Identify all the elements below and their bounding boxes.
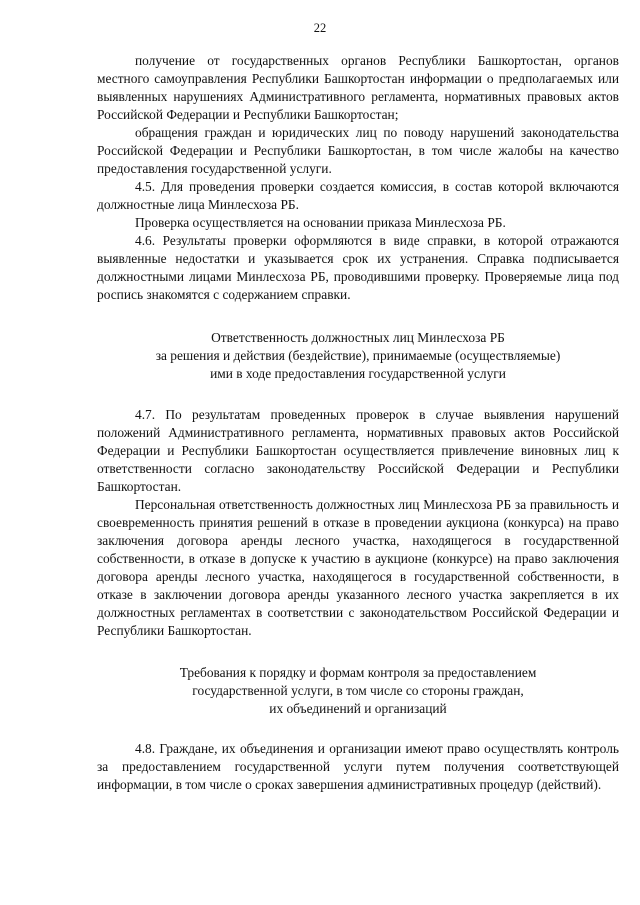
heading-line: ими в ходе предоставления государственной услуги <box>210 366 506 381</box>
paragraph: 4.8. Граждане, их объединения и организации имеют право осуществлять контроль за предоставлением государственной услуги путем получения соответствующей информации, в том числе о сроках завершения административных процедур (действий). <box>97 741 619 792</box>
heading-line: государственной услуги, в том числе со стороны граждан, <box>192 683 524 698</box>
heading-line: Требования к порядку и формам контроля за предоставлением <box>179 665 537 680</box>
paragraph: Персональная ответственность должностных лиц Минлесхоза РБ за правильность и своевременность принятия решений в отказе в проведении аукциона (конкурса) на право заключения договора аренды лесного участка, находящегося в государственной собственности, в отказе в допуске к участию в аукционе (конкурсе) на право заключения договора аренды лесного участка, находящегося в государственной собственности, в отказе в заключении договора аренды указанного лесного участка закрепляется в их должностных регламентах в соответствии с законодательством Российской Федерации и Республики Башкортостан. <box>97 497 619 638</box>
section-heading-responsibility <box>97 329 619 383</box>
paragraph: 4.6. Результаты проверки оформляются в виде справки, в которой отражаются выявленные недостатки и указывается срок их устранения. Справка подписывается должностными лицами Минлесхоза РБ, проводившими проверку. Проверяемые лица под роспись знакомятся с содержанием справки. <box>97 233 619 302</box>
paragraph: 4.7. По результатам проведенных проверок в случае выявления нарушений положений Административного регламента, нормативных правовых актов Российской Федерации и Республики Башкортостан осуществляется привлечение виновных лиц к ответственности согласно законодательству Российской Федерации и Республики Башкортостан. <box>97 407 619 494</box>
heading-line: их объединений и организаций <box>269 701 447 716</box>
paragraph: получение от государственных органов Республики Башкортостан, органов местного самоуправления Республики Башкортостан информации о предполагаемых или выявленных нарушениях Административного регламента, нормативных правовых актов Российской Федерации и Республики Башкортостан; <box>97 53 619 122</box>
heading-line: за решения и действия (бездействие), принимаемые (осуществляемые) <box>155 348 561 363</box>
page-number: 22 <box>313 21 327 35</box>
document-body <box>97 52 619 794</box>
paragraph: 4.5. Для проведения проверки создается комиссия, в состав которой включаются должностные лица Минлесхоза РБ. <box>97 179 619 212</box>
section-heading-control-requirements <box>97 664 619 718</box>
heading-line: Ответственность должностных лиц Минлесхоза РБ <box>211 330 505 345</box>
paragraph: обращения граждан и юридических лиц по поводу нарушений законодательства Российской Федерации и Республики Башкортостан, в том числе жалобы на качество предоставления государственной услуги. <box>97 125 619 176</box>
paragraph: Проверка осуществляется на основании приказа Минлесхоза РБ. <box>135 215 506 230</box>
